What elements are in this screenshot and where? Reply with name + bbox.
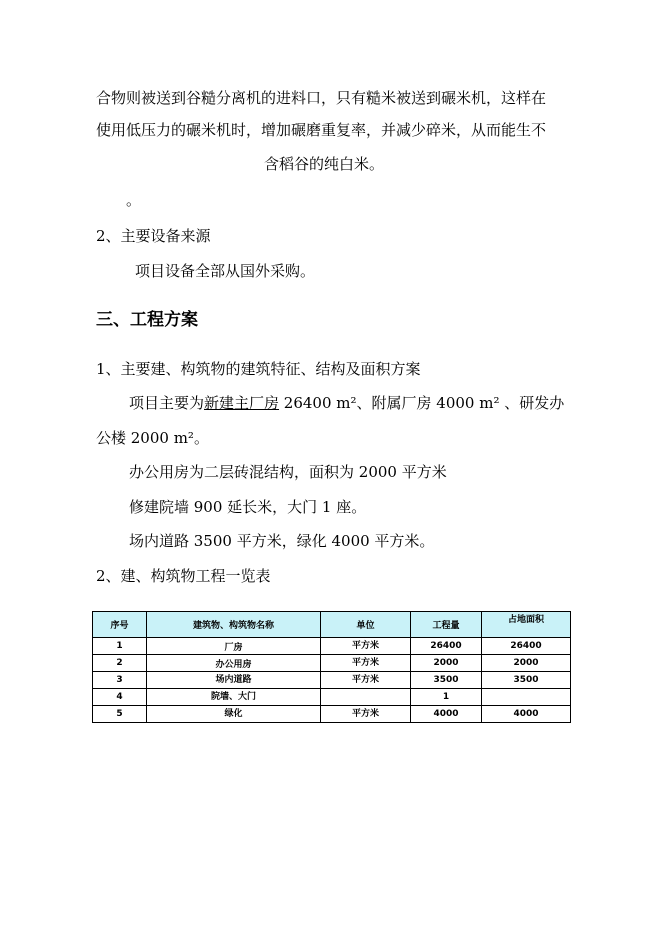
- cell: 平方米: [321, 706, 411, 723]
- section-3-1-title: 1、主要建、构筑物的建筑特征、结构及面积方案: [96, 360, 421, 378]
- cell: 1: [411, 689, 482, 706]
- cell: 厂房: [147, 638, 321, 655]
- col-header-area: 占地面积: [482, 612, 571, 638]
- cell: 5: [93, 706, 147, 723]
- cell: 平方米: [321, 638, 411, 655]
- section-2-title: 2、主要设备来源: [96, 227, 211, 245]
- cell: 2000: [482, 655, 571, 672]
- text-segment: 26400 m²、附属厂房 4000 m² 、研发办: [279, 394, 565, 412]
- stray-period: 。: [126, 191, 142, 209]
- cell: 2: [93, 655, 147, 672]
- cell: 1: [93, 638, 147, 655]
- cell: 3500: [482, 672, 571, 689]
- chapter-3-heading: 三、工程方案: [96, 310, 198, 330]
- cell: [321, 689, 411, 706]
- table-row: [93, 638, 571, 655]
- col-header-quantity: 工程量: [411, 612, 482, 638]
- cell: 2000: [411, 655, 482, 672]
- text-segment: 项目主要为: [129, 394, 205, 412]
- cell: 26400: [411, 638, 482, 655]
- section-3-2-title: 2、建、构筑物工程一览表: [96, 567, 271, 585]
- underlined-text: 新建主厂房: [204, 394, 280, 412]
- section-3-1-line-4: 修建院墙 900 延长米，大门 1 座。: [129, 498, 367, 516]
- cell: 4: [93, 689, 147, 706]
- table-row: [93, 655, 571, 672]
- cell: 4000: [411, 706, 482, 723]
- cell: 院墙、大门: [147, 689, 321, 706]
- section-3-1-line-1: [129, 393, 564, 413]
- table-row: [93, 672, 571, 689]
- paragraph-line-2: 使用低压力的碾米机时，增加碾磨重复率，并减少碎米，从而能生不: [96, 121, 547, 139]
- buildings-table: [92, 611, 571, 723]
- cell: 平方米: [321, 672, 411, 689]
- table-header-row: [93, 612, 571, 638]
- cell: 场内道路: [147, 672, 321, 689]
- section-2-body: 项目设备全部从国外采购。: [135, 262, 316, 280]
- table-row: [93, 689, 571, 706]
- section-3-1-line-3: 办公用房为二层砖混结构，面积为 2000 平方米: [129, 463, 447, 481]
- cell: 平方米: [321, 655, 411, 672]
- table-row: [93, 706, 571, 723]
- col-header-name: 建筑物、构筑物名称: [147, 612, 321, 638]
- section-3-1-line-5: 场内道路 3500 平方米，绿化 4000 平方米。: [129, 532, 435, 550]
- cell: 26400: [482, 638, 571, 655]
- cell: 绿化: [147, 706, 321, 723]
- cell: 办公用房: [147, 655, 321, 672]
- paragraph-line-3: 含稻谷的纯白米。: [264, 155, 385, 173]
- cell: 3500: [411, 672, 482, 689]
- cell: 3: [93, 672, 147, 689]
- col-header-no: 序号: [93, 612, 147, 638]
- cell: 4000: [482, 706, 571, 723]
- col-header-unit: 单位: [321, 612, 411, 638]
- section-3-1-line-2: 公楼 2000 m²。: [96, 429, 209, 447]
- paragraph-line-1: 合物则被送到谷糙分离机的进料口，只有糙米被送到碾米机，这样在: [96, 89, 547, 107]
- cell: [482, 689, 571, 706]
